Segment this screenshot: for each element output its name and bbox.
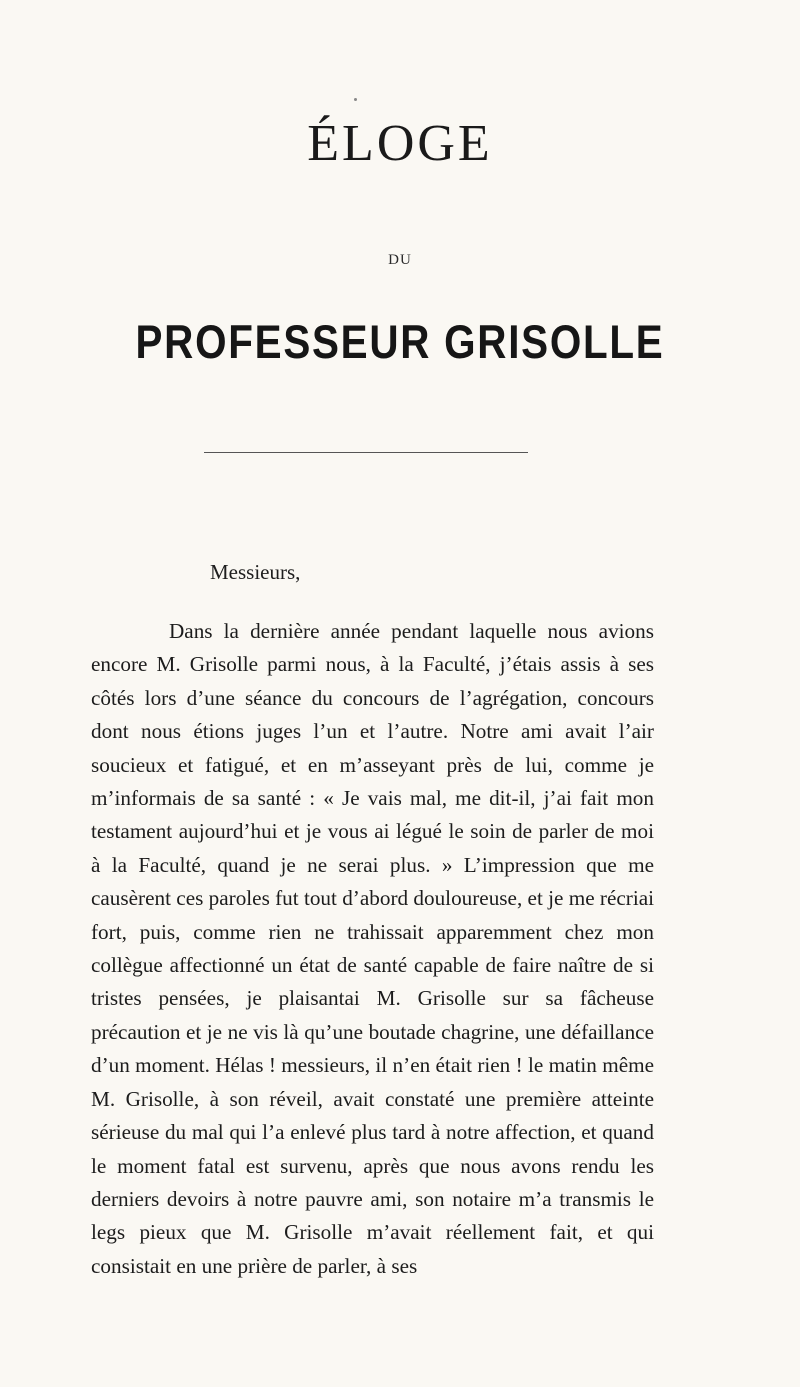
document-title: ÉLOGE [307, 115, 493, 172]
paper-speck [354, 98, 357, 101]
body-paragraph: Dans la dernière année pendant laquelle nous avions encore M. Grisolle parmi nous, à la Faculté, j’étais assis à ses côtés lors d’une séance du concours de l’agrégation, concours dont nous étions juges l’un et l’autre. Notre ami avait l’air soucieux et fatigué, et en m’asseyant près de lui, comme je m’informais de sa santé : « Je vais mal, me dit-il, j’ai fait mon testament aujourd’hui et je vous ai légué le soin de parler de moi à la Faculté, quand je ne serai plus. » L’impression que me causèrent ces paroles fut tout d’abord douloureuse, et je me récriai fort, puis, comme rien ne trahissait apparemment chez mon collègue affectionné un état de santé capable de faire naître de si tristes pensées, je plaisantai M. Grisolle sur sa fâcheuse précaution et je ne vis là qu’une boutade chagrine, une défaillance d’un moment. Hélas ! messieurs, il n’en était rien ! le matin même M. Grisolle, à son réveil, avait constaté une première atteinte sérieuse du mal qui l’a enlevé plus tard à notre affection, et quand le moment fatal est survenu, après que nous avons rendu les derniers devoirs à notre pauvre ami, son notaire m’a transmis le legs pieux que M. Grisolle m’avait réellement fait, et qui consistait en une prière de parler, à ses [91, 619, 654, 1278]
title-connector: DU [388, 252, 412, 268]
document-subtitle: PROFESSEUR GRISOLLE [135, 315, 665, 368]
title-divider [204, 452, 528, 453]
salutation: Messieurs, [210, 560, 301, 584]
